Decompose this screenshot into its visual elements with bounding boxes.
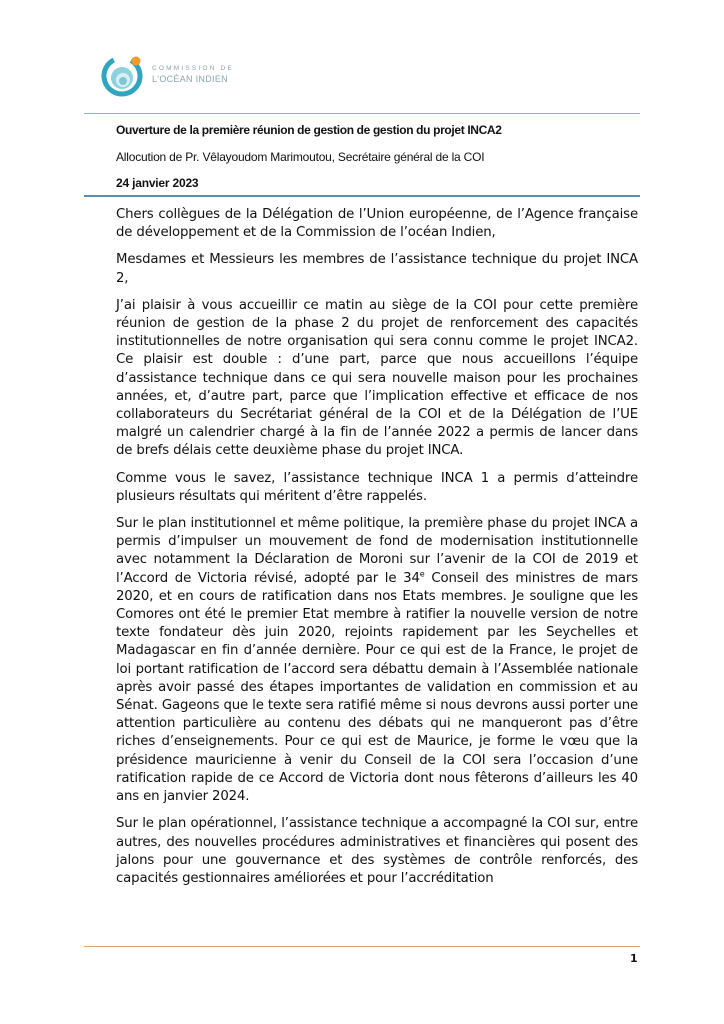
paragraph-4: Comme vous le savez, l’assistance technique INCA 1 a permis d’atteindre plusieurs résultats qui méritent d’être rappelés. bbox=[116, 470, 638, 504]
paragraph-6: Sur le plan opérationnel, l’assistance technique a accompagné la COI sur, entre autres, des nouvelles procédures administratives et financières qui posent des jalons pour une gouvernance et des systèmes de contrôle renforcés, des capacités gestionnaires améliorées et pour l’accréditation bbox=[116, 816, 638, 886]
paragraph-1: Chers collègues de la Délégation de l’Union européenne, de l’Agence française de développement et de la Commission de l’océan Indien, bbox=[116, 207, 638, 241]
document-date: 24 janvier 2023 bbox=[116, 176, 199, 190]
coi-logo-icon bbox=[100, 52, 146, 98]
logo-wordmark bbox=[152, 66, 234, 84]
document-author: Allocution de Pr. Vêlayoudom Marimoutou, Secrétaire général de la COI bbox=[116, 150, 485, 164]
coi-logo bbox=[100, 52, 234, 98]
paragraph-2: Mesdames et Messieurs les membres de l’assistance technique du projet INCA 2, bbox=[116, 252, 638, 286]
paragraph-5-part-1: Sur le plan institutionnel et même politique, la première phase du projet INCA a permis d’impulser un mouvement de fond de modernisation institutionnelle avec notamment la Déclaration de Moroni sur l’avenir de la COI de 2019 et l’Accord de Victoria révisé, adopté par le 34 bbox=[116, 516, 638, 586]
logo-line-1: COMMISSION DE bbox=[152, 65, 235, 73]
paragraph-5-part-2: Conseil des ministres de mars 2020, et en cours de ratification dans nos Etats membres. Je souligne que les Comores ont été le premier Etat membre à ratifier la nouvelle version de notre texte fondateur dès juin 2020, rejoints rapidement par les Seychelles et Madagascar en fin d’année dernière. Pour ce qui est de la France, le projet de loi portant ratification de l’accord sera débattu demain à l’Assemblée nationale après avoir passé des étapes importantes de validation en commission et au Sénat. Gageons que le texte sera ratifié même si nous devrons aussi porter une attention particulière au contenu des débats qui ne manqueront pas d’être riches d’enseignements. Pour ce qui est de Maurice, je forme le vœu que la présidence mauricienne à venir du Conseil de la COI sera l’occasion d’une ratification rapide de ce Accord de Victoria dont nous fêterons d’ailleurs les 40 ans en janvier 2024. bbox=[116, 570, 638, 805]
footer-rule bbox=[84, 946, 640, 947]
paragraph-3: J’ai plaisir à vous accueillir ce matin au siège de la COI pour cette première réunion de gestion de la phase 2 du projet de renforcement des capacités institutionnelles de notre organisation qui sera connu comme le projet INCA2. Ce plaisir est double : d’une part, parce que nous accueillons l’équipe d’assistance technique dans ce qui sera nouvelle maison pour les prochaines années, et, d’autre part, parce que l’implication effective et efficace de nos collaborateurs du Secrétariat général de la COI et de la Délégation de l’UE malgré un calendrier chargé à la fin de l’année 2022 a permis de lancer dans de brefs délais cette deuxième phase du projet INCA. bbox=[116, 297, 638, 459]
page-number: 1 bbox=[630, 952, 638, 965]
logo-line-2: L'OCÉAN INDIEN bbox=[152, 73, 228, 84]
ordinal-superscript: e bbox=[419, 569, 425, 579]
paragraph-5 bbox=[116, 515, 638, 806]
speech-body bbox=[116, 206, 638, 897]
document-title: Ouverture de la première réunion de gestion de gestion du projet INCA2 bbox=[116, 123, 502, 137]
